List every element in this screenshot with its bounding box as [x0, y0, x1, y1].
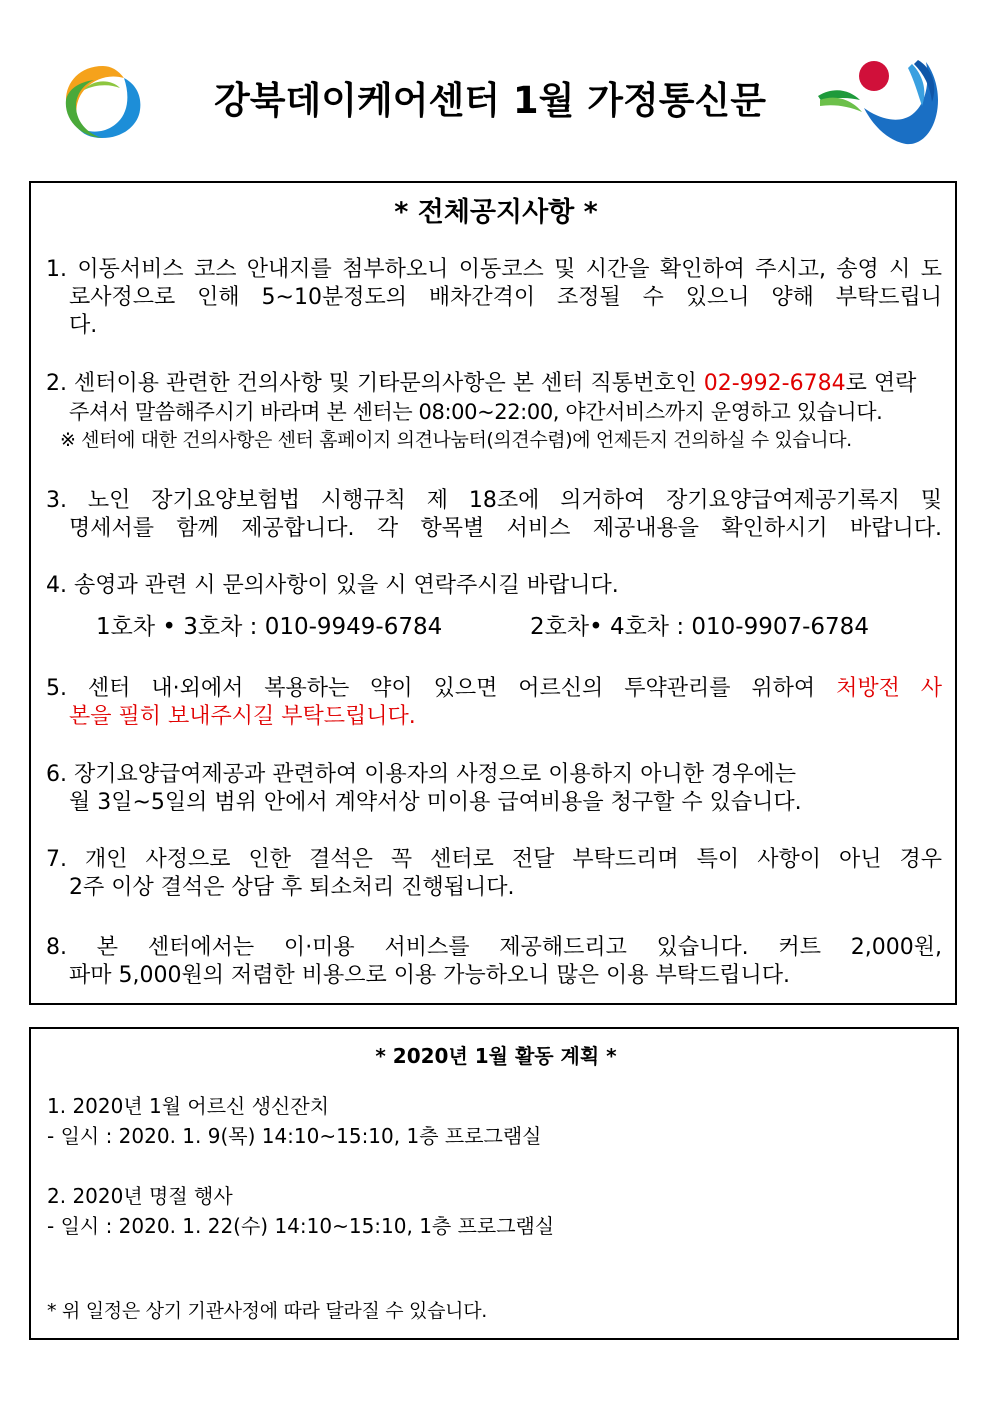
notice-item-7	[46, 846, 942, 902]
notice-item-1-line-2: 로사정으로 인해 5~10분정도의 배차간격이 조정될 수 있으니 양해 부탁드립니	[69, 285, 942, 310]
notice-item-3-line-1: 3. 노인 장기요양보험법 시행규칙 제 18조에 의거하여 장기요양급여제공기록지 및	[46, 488, 942, 513]
schedule-footnote: * 위 일정은 상기 기관사정에 따라 달라질 수 있습니다.	[47, 1300, 487, 1322]
center-phone-number: 02-992-6784	[703, 371, 846, 396]
notice-item-2-text-end: 로 연락	[845, 371, 917, 396]
notice-item-7-line-2: 2주 이상 결석은 상담 후 퇴소처리 진행됩니다.	[69, 875, 515, 900]
event-1-title: 1. 2020년 1월 어르신 생신잔치	[47, 1094, 330, 1118]
notice-item-3	[46, 487, 942, 543]
notice-item-6-line-1: 6. 장기요양급여제공과 관련하여 이용자의 사정으로 이용하지 아니한 경우에는	[46, 762, 797, 787]
event-1-detail: - 일시 : 2020. 1. 9(목) 14:10~15:10, 1층 프로그램실	[47, 1124, 542, 1148]
car-2-4-contact: 2호차• 4호차 : 010-9907-6784	[530, 614, 869, 640]
notice-item-8	[46, 934, 942, 990]
notice-item-2-text: 2. 센터이용 관련한 건의사항 및 기타문의사항은 본 센터 직통번호인	[46, 371, 704, 396]
notice-item-2-note: ※ 센터에 대한 건의사항은 센터 홈페이지 의견나눔터(의견수렴)에 언제든지 건의하실 수 있습니다.	[60, 429, 852, 451]
notice-item-2-line-1	[46, 370, 926, 398]
notice-item-2	[46, 370, 926, 454]
notice-title: * 전체공지사항 *	[394, 197, 598, 228]
notice-item-1-line-3: 다.	[69, 313, 98, 338]
notice-item-5	[46, 675, 942, 731]
notice-item-6-line-2: 월 3일~5일의 범위 안에서 계약서상 미이용 급여비용을 청구할 수 있습니다.	[69, 790, 802, 815]
notice-item-5-text: 5. 센터 내·외에서 복용하는 약이 있으면 어르신의 투약관리를 위하여	[46, 676, 837, 701]
notice-item-1	[46, 256, 942, 340]
page-title: 강북데이케어센터 1월 가정통신문	[214, 79, 766, 122]
notice-item-5-line-1	[46, 675, 942, 703]
event-2-detail: - 일시 : 2020. 1. 22(수) 14:10~15:10, 1층 프로그램실	[47, 1214, 555, 1238]
notice-item-6	[46, 761, 942, 817]
event-2-title: 2. 2020년 명절 행사	[47, 1184, 233, 1208]
notice-item-2-line-2: 주셔서 말씀해주시기 바라며 본 센터는 08:00~22:00, 야간서비스까지 운영하고 있습니다.	[69, 400, 883, 424]
gangbuk-district-emblem-icon	[814, 56, 942, 148]
notice-item-3-line-2: 명세서를 함께 제공합니다. 각 항목별 서비스 제공내용을 확인하시기 바랍니다.	[69, 516, 942, 541]
activity-plan-title: * 2020년 1월 활동 계획 *	[375, 1044, 617, 1068]
notice-item-8-line-2: 파마 5,000원의 저렴한 비용으로 이용 가능하오니 많은 이용 부탁드립니다.	[69, 963, 790, 988]
notice-item-4-line-1: 4. 송영과 관련 시 문의사항이 있을 시 연락주시길 바랍니다.	[46, 573, 619, 598]
car-1-3-contact: 1호차 • 3호차 : 010-9949-6784	[96, 614, 443, 640]
prescription-highlight-cont: 본을 필히 보내주시길 부탁드립니다.	[69, 704, 416, 729]
notice-item-7-line-1: 7. 개인 사정으로 인한 결석은 꼭 센터로 전달 부탁드리며 특이 사항이 아닌 경우	[46, 847, 942, 872]
notice-item-4	[46, 572, 942, 600]
notice-item-8-line-1: 8. 본 센터에서는 이·미용 서비스를 제공해드리고 있습니다. 커트 2,000원,	[46, 935, 942, 960]
notice-item-1-line-1: 1. 이동서비스 코스 안내지를 첨부하오니 이동코스 및 시간을 확인하여 주시고, 송영 시 도	[46, 257, 942, 282]
circular-swirl-logo-icon	[58, 60, 148, 142]
prescription-highlight: 처방전 사	[836, 676, 942, 701]
